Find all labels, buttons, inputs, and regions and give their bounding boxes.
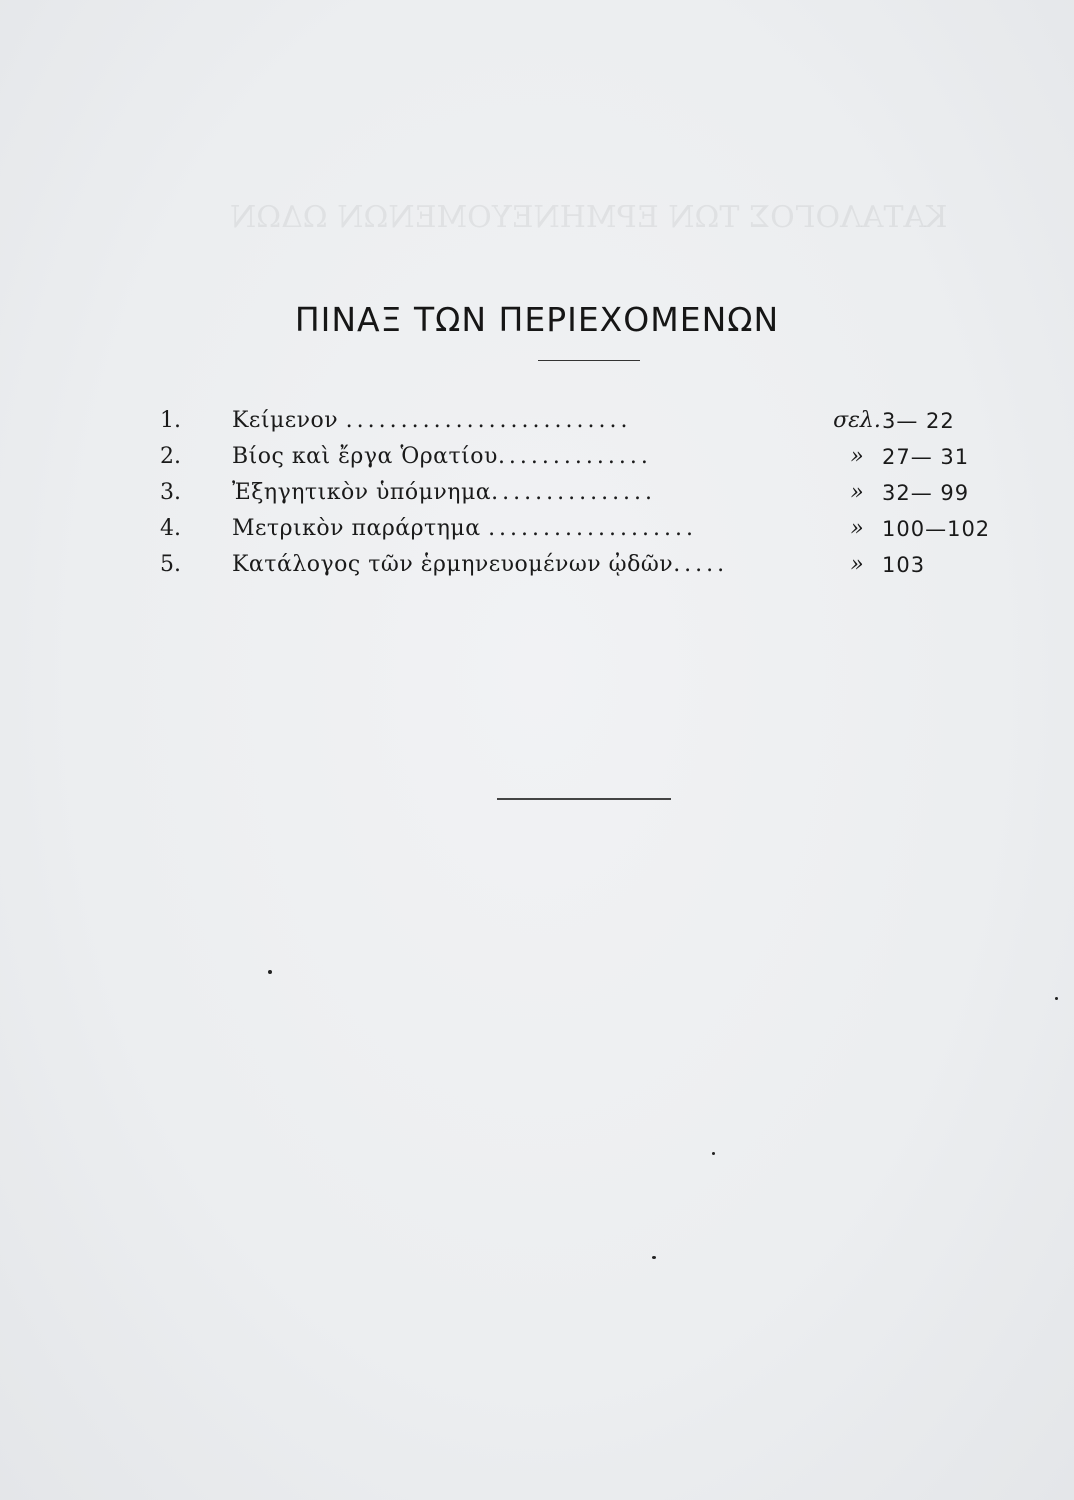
toc-entry-title: Ἐξηγητικὸν ὑπόμνημα — [232, 480, 492, 505]
toc-page-range: 32— 99 — [882, 481, 970, 505]
toc-leader-dots: ..... — [673, 552, 729, 577]
toc-page-marker: » — [850, 480, 864, 505]
bottom-divider — [497, 798, 671, 800]
toc-entry — [232, 475, 802, 511]
toc-page-marker: σελ. — [833, 408, 881, 433]
toc-entry-title: Βίος καὶ ἔργα Ὁρατίου — [232, 444, 498, 469]
toc-entry — [232, 547, 802, 583]
toc-entry-title: Κείμενον — [232, 408, 339, 433]
title-divider — [538, 360, 640, 361]
toc-number: 1. — [160, 408, 181, 433]
toc-number: 5. — [160, 552, 181, 577]
toc-row — [160, 475, 1060, 511]
toc-page-range: 100—102 — [882, 517, 991, 541]
toc-entry-title: Κατάλογος τῶν ἑρμηνευομένων ᾠδῶν — [232, 552, 674, 577]
toc-row — [160, 403, 1060, 439]
toc-leader-dots: .............. — [497, 444, 652, 469]
scan-speck — [712, 1152, 715, 1155]
toc-entry — [232, 403, 802, 439]
toc-number: 3. — [160, 480, 181, 505]
toc-number: 2. — [160, 444, 181, 469]
toc-page-marker: » — [850, 444, 864, 469]
toc-page-range: 27— 31 — [882, 445, 970, 469]
toc-leader-dots: .......................... — [345, 408, 632, 433]
page-title: ΠΙΝΑΞ ΤΩΝ ΠΕΡΙΕΧΟΜΕΝΩΝ — [294, 300, 780, 339]
toc-page-range: 3— 22 — [882, 409, 955, 433]
toc-row — [160, 547, 1060, 583]
toc-row — [160, 511, 1060, 547]
toc-entry — [232, 439, 802, 475]
toc-page-marker: » — [850, 552, 864, 577]
table-of-contents — [160, 403, 1060, 583]
toc-number: 4. — [160, 516, 181, 541]
toc-page-marker: » — [850, 516, 864, 541]
toc-row — [160, 439, 1060, 475]
bleed-through-line: ΚΑΤΑΛΟΓΟΣ ΤΩΝ ΕΡΜΗΝΕΥΟΜΕΝΩΝ ΩΔΩΝ — [230, 200, 948, 235]
scan-speck — [268, 970, 272, 974]
toc-entry-title: Μετρικὸν παράρτημα — [232, 516, 481, 541]
scan-speck — [652, 1256, 656, 1259]
toc-entry — [232, 511, 802, 547]
scan-speck — [1055, 997, 1058, 1000]
toc-page-range: 103 — [882, 553, 926, 577]
toc-leader-dots: ............... — [491, 480, 657, 505]
toc-leader-dots: ................... — [488, 516, 697, 541]
